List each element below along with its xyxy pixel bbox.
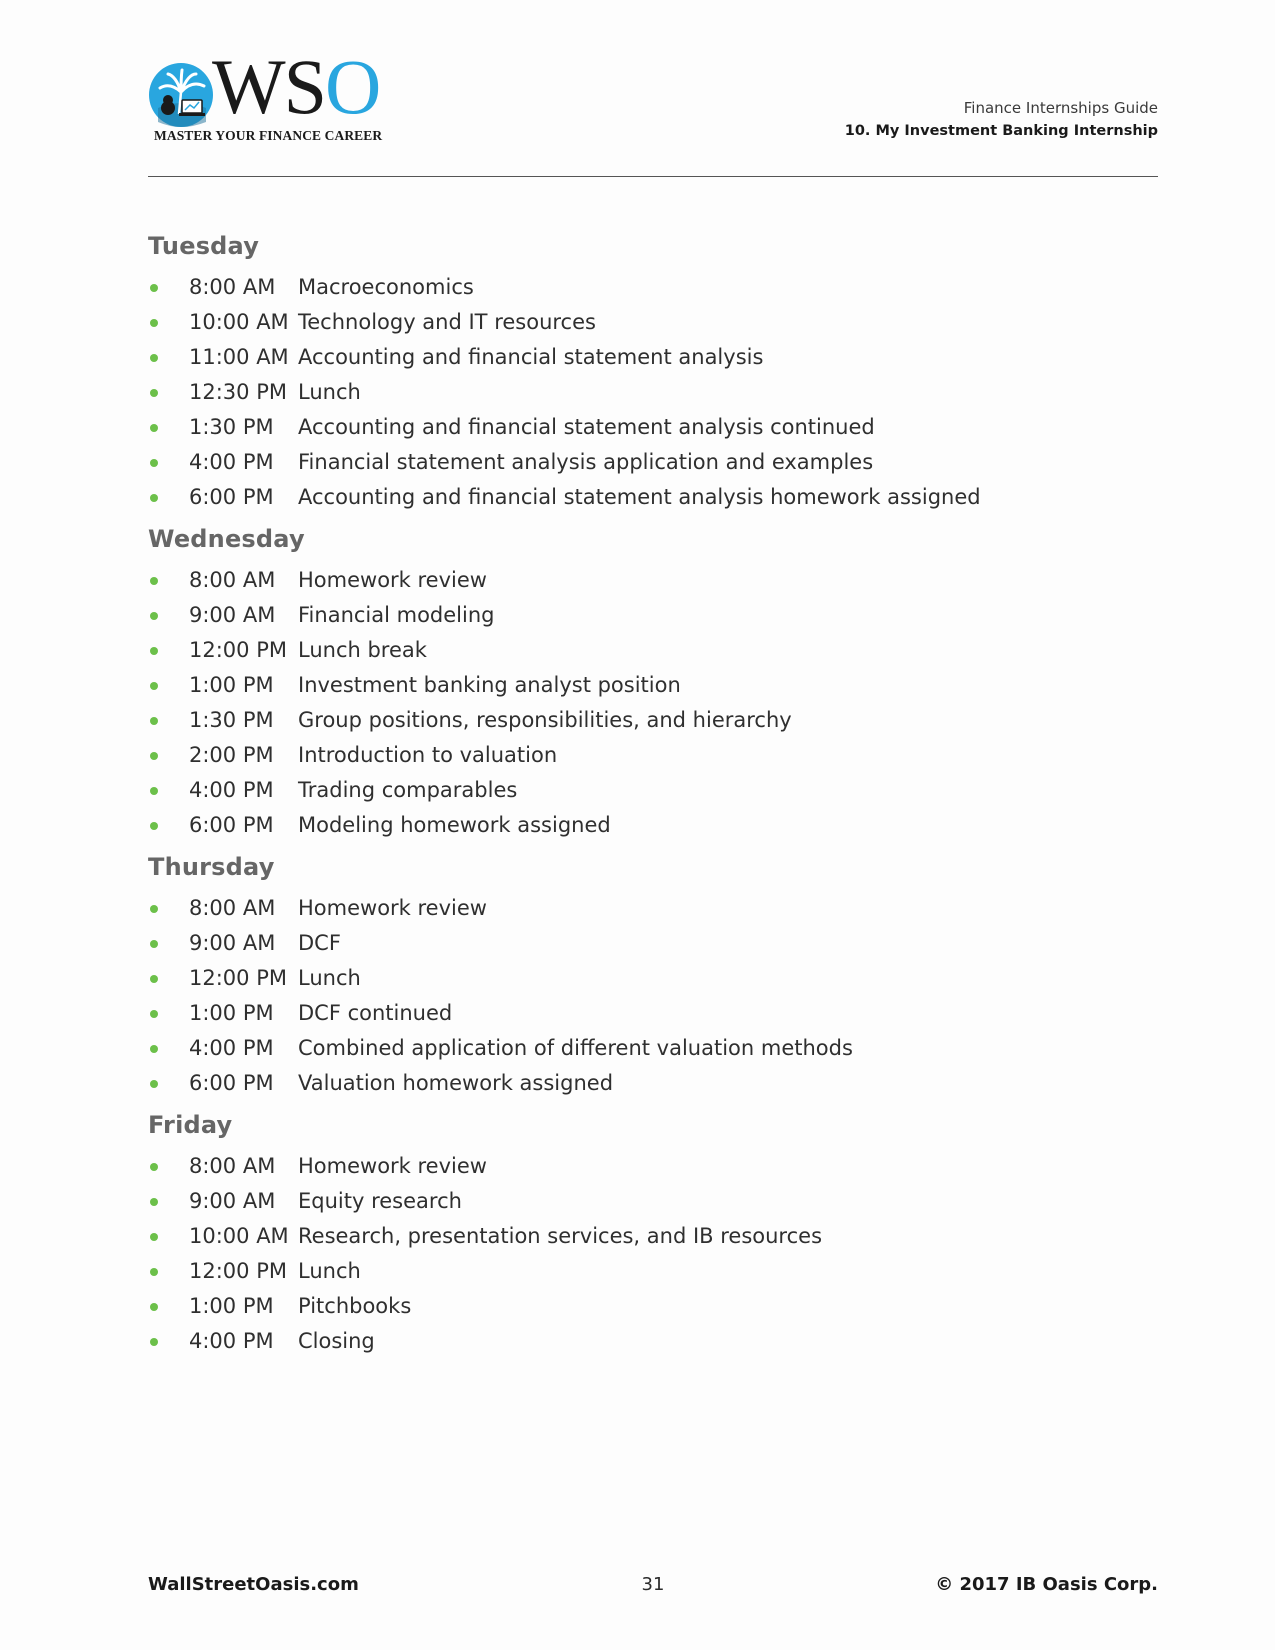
bullet-dot-icon [150,354,158,362]
item-description: Homework review [298,568,487,592]
bullet-dot-icon [150,1198,158,1206]
day-section [148,1109,1158,1359]
day-title: Friday [148,1111,233,1139]
logo-ws: WS [212,43,325,130]
wso-logo [148,43,408,144]
schedule-item [148,1184,1158,1219]
bullet-dot-icon [150,424,158,432]
bullet-dot-icon [150,577,158,585]
item-time: 6:00 PM [189,1071,274,1095]
item-time: 1:30 PM [189,708,274,732]
day-title: Thursday [148,853,275,881]
item-description: Trading comparables [298,778,518,802]
bullet-dot-icon [150,682,158,690]
footer-site: WallStreetOasis.com [148,1574,359,1595]
item-time: 9:00 AM [189,931,276,955]
item-description: Financial modeling [298,603,495,627]
item-time: 8:00 AM [189,896,276,920]
bullet-dot-icon [150,975,158,983]
item-time: 12:30 PM [189,380,287,404]
item-description: Accounting and financial statement analysis homework assigned [298,485,981,509]
item-description: DCF [298,931,341,955]
bullet-dot-icon [150,647,158,655]
item-time: 12:00 PM [189,638,287,662]
footer-copyright: © 2017 IB Oasis Corp. [935,1574,1158,1595]
day-section [148,851,1158,1101]
item-time: 6:00 PM [189,813,274,837]
item-description: Modeling homework assigned [298,813,611,837]
logo-o: O [325,43,380,130]
logo-wordmark [212,43,380,130]
item-description: Lunch [298,1259,361,1283]
item-time: 10:00 AM [189,1224,289,1248]
schedule-item [148,773,1158,808]
schedule-item [148,926,1158,961]
item-time: 9:00 AM [189,603,276,627]
item-time: 9:00 AM [189,1189,276,1213]
item-description: Homework review [298,896,487,920]
bullet-dot-icon [150,1268,158,1276]
schedule-item [148,1254,1158,1289]
item-time: 10:00 AM [189,310,289,334]
bullet-dot-icon [150,1010,158,1018]
item-description: Investment banking analyst position [298,673,681,697]
schedule-item [148,270,1158,305]
schedule-item [148,1031,1158,1066]
item-time: 12:00 PM [189,1259,287,1283]
item-description: Macroeconomics [298,275,474,299]
item-description: Lunch break [298,638,427,662]
schedule-list [148,563,1158,843]
day-section [148,523,1158,843]
item-description: Accounting and financial statement analysis [298,345,764,369]
day-title: Wednesday [148,525,305,553]
schedule-item [148,305,1158,340]
item-description: Combined application of different valuation methods [298,1036,853,1060]
schedule-list [148,891,1158,1101]
bullet-dot-icon [150,1045,158,1053]
schedule-item [148,375,1158,410]
bullet-dot-icon [150,1233,158,1241]
schedule-item [148,961,1158,996]
item-time: 1:00 PM [189,1001,274,1025]
guide-title: Finance Internships Guide [963,99,1158,117]
globe-palm-icon [148,62,214,128]
header-divider [148,176,1158,177]
item-description: Research, presentation services, and IB resources [298,1224,823,1248]
bullet-dot-icon [150,1338,158,1346]
page-header [148,43,1158,176]
schedule-item [148,891,1158,926]
item-time: 8:00 AM [189,568,276,592]
schedule-item [148,340,1158,375]
item-time: 2:00 PM [189,743,274,767]
day-title: Tuesday [148,232,260,260]
bullet-dot-icon [150,905,158,913]
bullet-dot-icon [150,752,158,760]
bullet-dot-icon [150,1080,158,1088]
item-description: Group positions, responsibilities, and hierarchy [298,708,792,732]
schedule-list [148,270,1158,515]
item-time: 12:00 PM [189,966,287,990]
schedule-item [148,1219,1158,1254]
item-description: Introduction to valuation [298,743,558,767]
page-number: 31 [641,1574,665,1595]
schedule-item [148,480,1158,515]
bullet-dot-icon [150,940,158,948]
item-description: Technology and IT resources [298,310,596,334]
bullet-dot-icon [150,612,158,620]
bullet-dot-icon [150,717,158,725]
schedule-item [148,703,1158,738]
item-time: 8:00 AM [189,275,276,299]
schedule-item [148,1324,1158,1359]
item-time: 8:00 AM [189,1154,276,1178]
item-description: Lunch [298,966,361,990]
schedule [148,230,1158,1367]
schedule-item [148,445,1158,480]
schedule-item [148,633,1158,668]
page-footer [148,1570,1158,1600]
item-time: 1:30 PM [189,415,274,439]
schedule-item [148,1289,1158,1324]
item-description: Closing [298,1329,375,1353]
item-description: Homework review [298,1154,487,1178]
item-description: Accounting and financial statement analysis continued [298,415,875,439]
item-time: 4:00 PM [189,1329,274,1353]
schedule-item [148,1149,1158,1184]
item-time: 4:00 PM [189,450,274,474]
bullet-dot-icon [150,822,158,830]
item-description: Pitchbooks [298,1294,412,1318]
schedule-list [148,1149,1158,1359]
schedule-item [148,808,1158,843]
item-description: Equity research [298,1189,462,1213]
item-description: Financial statement analysis application and examples [298,450,874,474]
item-time: 11:00 AM [189,345,289,369]
bullet-dot-icon [150,319,158,327]
chapter-title: 10. My Investment Banking Internship [844,123,1158,139]
item-description: Valuation homework assigned [298,1071,614,1095]
logo-tagline: MASTER YOUR FINANCE CAREER [154,128,383,143]
item-time: 1:00 PM [189,1294,274,1318]
bullet-dot-icon [150,459,158,467]
bullet-dot-icon [150,494,158,502]
schedule-item [148,563,1158,598]
item-description: Lunch [298,380,361,404]
item-time: 4:00 PM [189,1036,274,1060]
item-time: 6:00 PM [189,485,274,509]
schedule-item [148,410,1158,445]
day-section [148,230,1158,515]
schedule-item [148,598,1158,633]
schedule-item [148,738,1158,773]
item-time: 4:00 PM [189,778,274,802]
header-titles [845,96,1158,142]
schedule-item [148,996,1158,1031]
schedule-item [148,668,1158,703]
bullet-dot-icon [150,389,158,397]
bullet-dot-icon [150,284,158,292]
bullet-dot-icon [150,1303,158,1311]
item-time: 1:00 PM [189,673,274,697]
bullet-dot-icon [150,787,158,795]
item-description: DCF continued [298,1001,453,1025]
schedule-item [148,1066,1158,1101]
bullet-dot-icon [150,1163,158,1171]
